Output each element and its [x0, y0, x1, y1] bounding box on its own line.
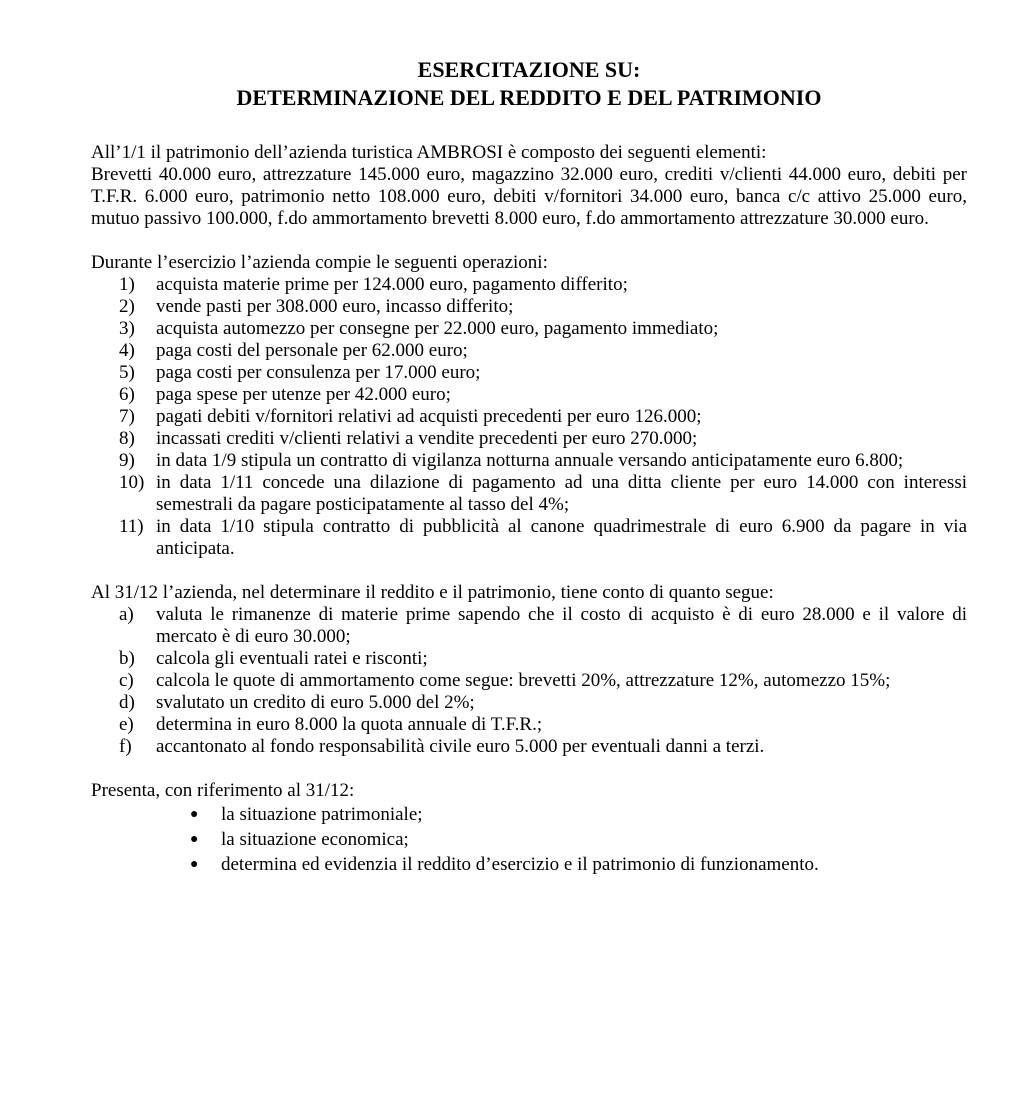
- list-item-text: paga costi per consulenza per 17.000 euro;: [156, 362, 481, 383]
- present-heading: Presenta, con riferimento al 31/12:: [91, 780, 355, 801]
- list-item-text: calcola le quote di ammortamento come segue: brevetti 20%, attrezzature 12%, automezzo 15%;: [156, 670, 891, 691]
- list-item-text: vende pasti per 308.000 euro, incasso differito;: [156, 296, 514, 317]
- list-letter: a): [119, 604, 134, 625]
- list-letter: b): [119, 648, 135, 669]
- bullet-icon: ●: [190, 832, 199, 847]
- list-item: [91, 852, 967, 877]
- list-number: 11): [119, 516, 144, 537]
- list-item: [91, 648, 967, 670]
- list-item-text: accantonato al fondo responsabilità civile euro 5.000 per eventuali danni a terzi.: [156, 736, 765, 757]
- list-item-text: in data 1/10 stipula contratto di pubblicità al canone quadrimestrale di euro 6.900 da pagare in via anticipata.: [156, 516, 967, 559]
- bullet-icon: ●: [190, 857, 199, 872]
- list-number: 9): [119, 450, 135, 471]
- document-page: [91, 56, 967, 877]
- list-item: [91, 604, 967, 648]
- list-number: 6): [119, 384, 135, 405]
- list-item: [91, 516, 967, 560]
- list-number: 7): [119, 406, 135, 427]
- list-item: [91, 406, 967, 428]
- present-list: [91, 802, 967, 877]
- document-title: [91, 56, 967, 112]
- list-item: [91, 736, 967, 758]
- list-item-text: acquista materie prime per 124.000 euro, pagamento differito;: [156, 274, 628, 295]
- intro-line: All’1/1 il patrimonio dell’azienda turistica AMBROSI è composto dei seguenti elementi:: [91, 142, 767, 163]
- list-item-text: paga spese per utenze per 42.000 euro;: [156, 384, 451, 405]
- list-number: 8): [119, 428, 135, 449]
- list-item-text: in data 1/11 concede una dilazione di pagamento ad una ditta cliente per euro 14.000 con interessi semestrali da pagare posticipatamente al tasso del 4%;: [156, 472, 967, 515]
- list-letter: e): [119, 714, 134, 735]
- list-item: [91, 384, 967, 406]
- list-number: 4): [119, 340, 135, 361]
- list-number: 1): [119, 274, 135, 295]
- list-item: [91, 274, 967, 296]
- list-item: [91, 714, 967, 736]
- operations-heading: Durante l’esercizio l’azienda compie le seguenti operazioni:: [91, 252, 548, 273]
- list-letter: c): [119, 670, 134, 691]
- list-item-text: incassati crediti v/clienti relativi a vendite precedenti per euro 270.000;: [156, 428, 698, 449]
- list-item: [91, 472, 967, 516]
- closing-list: [91, 604, 967, 758]
- list-item: [91, 802, 967, 827]
- list-item: [91, 362, 967, 384]
- list-item-text: pagati debiti v/fornitori relativi ad acquisti precedenti per euro 126.000;: [156, 406, 702, 427]
- list-item: [91, 428, 967, 450]
- list-number: 3): [119, 318, 135, 339]
- list-number: 10): [119, 472, 145, 493]
- list-item-text: in data 1/9 stipula un contratto di vigilanza notturna annuale versando anticipatamente euro 6.800;: [156, 450, 904, 471]
- list-letter: d): [119, 692, 135, 713]
- list-item-text: acquista automezzo per consegne per 22.000 euro, pagamento immediato;: [156, 318, 719, 339]
- intro-paragraph: Brevetti 40.000 euro, attrezzature 145.000 euro, magazzino 32.000 euro, crediti v/clienti 44.000 euro, debiti per T.F.R. 6.000 euro, patrimonio netto 108.000 euro, debiti v/fornitori 34.000 euro, banca c/c attivo 25.000 euro, mutuo passivo 100.000, f.do ammortamento brevetti 8.000 euro, f.do ammortamento attrezzature 30.000 euro.: [91, 164, 967, 229]
- operations-list: [91, 274, 967, 560]
- list-item-text: calcola gli eventuali ratei e risconti;: [156, 648, 428, 669]
- list-item: [91, 670, 967, 692]
- list-item: [91, 340, 967, 362]
- list-item-text: paga costi del personale per 62.000 euro;: [156, 340, 468, 361]
- list-item-text: svalutato un credito di euro 5.000 del 2%;: [156, 692, 475, 713]
- list-item: [91, 296, 967, 318]
- list-item-text: la situazione economica;: [221, 829, 409, 850]
- list-item-text: determina ed evidenzia il reddito d’esercizio e il patrimonio di funzionamento.: [221, 854, 819, 875]
- list-item-text: determina in euro 8.000 la quota annuale di T.F.R.;: [156, 714, 543, 735]
- list-item-text: valuta le rimanenze di materie prime sapendo che il costo di acquisto è di euro 28.000 e il valore di mercato è di euro 30.000;: [156, 604, 967, 647]
- closing-heading: Al 31/12 l’azienda, nel determinare il reddito e il patrimonio, tiene conto di quanto segue:: [91, 582, 774, 603]
- title-line-2: DETERMINAZIONE DEL REDDITO E DEL PATRIMONIO: [236, 85, 822, 110]
- bullet-icon: ●: [190, 807, 199, 822]
- list-item: [91, 827, 967, 852]
- list-number: 2): [119, 296, 135, 317]
- list-item: [91, 318, 967, 340]
- list-number: 5): [119, 362, 135, 383]
- list-item-text: la situazione patrimoniale;: [221, 804, 423, 825]
- list-item: [91, 450, 967, 472]
- list-item: [91, 692, 967, 714]
- list-letter: f): [119, 736, 132, 757]
- title-line-1: ESERCITAZIONE SU:: [417, 57, 641, 82]
